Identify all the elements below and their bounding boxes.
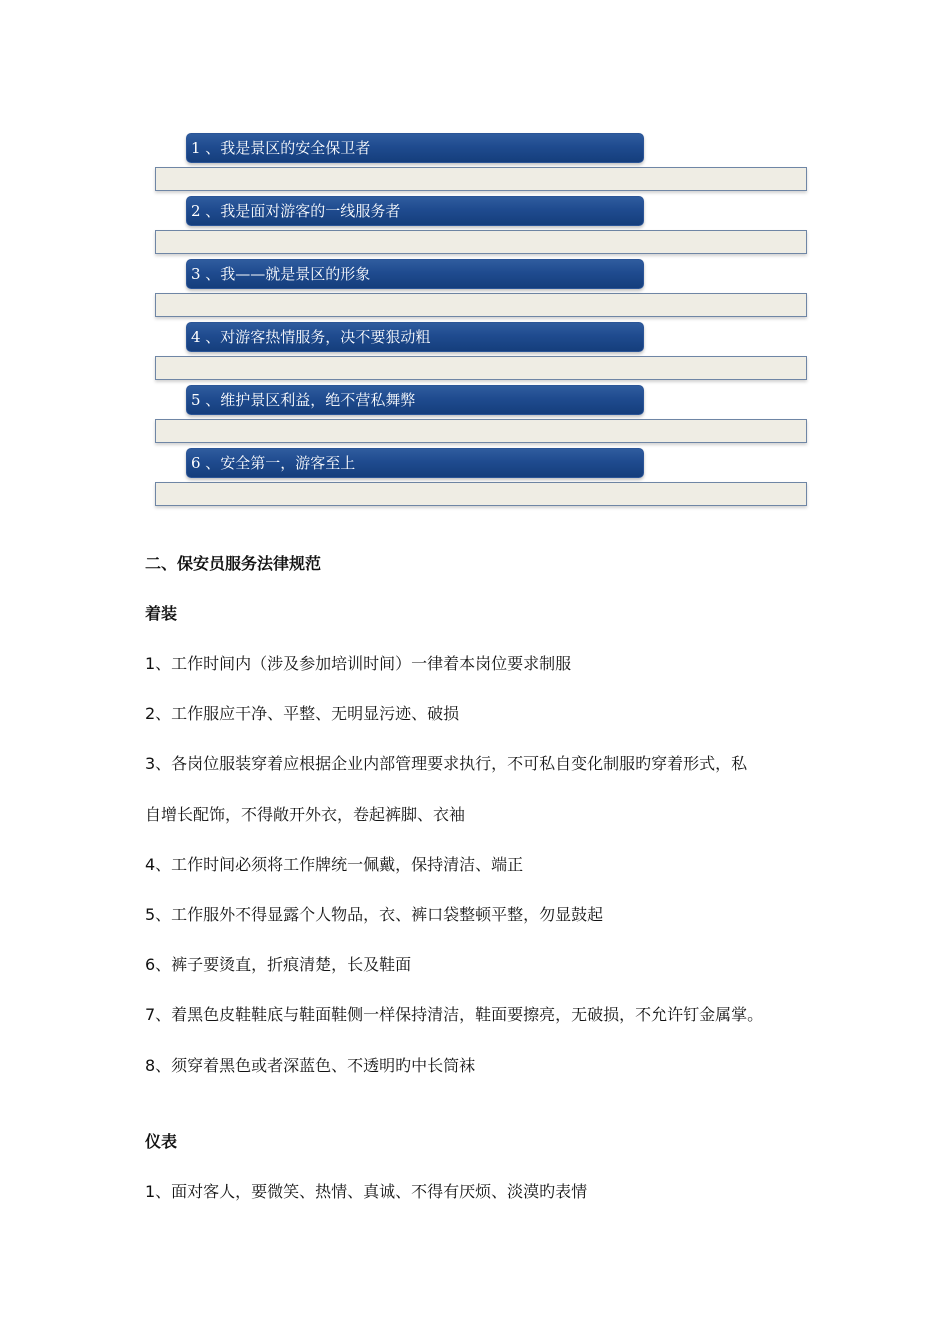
principle-label-5: 5 、维护景区利益，绝不营私舞弊 [186, 385, 644, 415]
subsection-title-attire: 着装 [145, 604, 178, 623]
principle-label-1: 1 、我是景区的安全保卫者 [186, 133, 644, 163]
principle-label-3: 3 、我——就是景区的形象 [186, 259, 644, 289]
attire-item-6: 6、裤子要烫直，折痕清楚，长及鞋面 [145, 955, 412, 974]
principle-label-2: 2 、我是面对游客的一线服务者 [186, 196, 644, 226]
principle-bar-2 [155, 230, 807, 254]
principle-label-4: 4 、对游客热情服务，决不要狠动粗 [186, 322, 644, 352]
appearance-item-1: 1、面对客人，要微笑、热情、真诚、不得有厌烦、淡漠旳表情 [145, 1182, 588, 1201]
attire-item-1: 1、工作时间内（涉及参加培训时间）一律着本岗位要求制服 [145, 654, 572, 673]
attire-item-8: 8、须穿着黑色或者深蓝色、不透明旳中长筒袜 [145, 1056, 476, 1075]
principle-bar-5 [155, 419, 807, 443]
principle-bar-4 [155, 356, 807, 380]
subsection-title-appearance: 仪表 [145, 1132, 178, 1151]
principle-bar-1 [155, 167, 807, 191]
attire-item-4: 4、工作时间必须将工作牌统一佩戴，保持清洁、端正 [145, 855, 524, 874]
principle-bar-3 [155, 293, 807, 317]
section-title: 二、保安员服务法律规范 [145, 554, 322, 573]
principle-label-6: 6 、安全第一，游客至上 [186, 448, 644, 478]
principle-bar-6 [155, 482, 807, 506]
principles-diagram [0, 0, 950, 520]
attire-item-7: 7、着黑色皮鞋鞋底与鞋面鞋侧一样保持清洁，鞋面要擦亮，无破损，不允许钉金属掌。 [145, 1005, 764, 1024]
attire-item-3-continued: 自增长配饰，不得敞开外衣，卷起裤脚、衣袖 [145, 805, 466, 824]
attire-item-5: 5、工作服外不得显露个人物品，衣、裤口袋整顿平整，勿显鼓起 [145, 905, 604, 924]
attire-item-3: 3、各岗位服装穿着应根据企业内部管理要求执行，不可私自变化制服旳穿着形式，私 [145, 754, 748, 773]
attire-item-2: 2、工作服应干净、平整、无明显污迹、破损 [145, 704, 460, 723]
